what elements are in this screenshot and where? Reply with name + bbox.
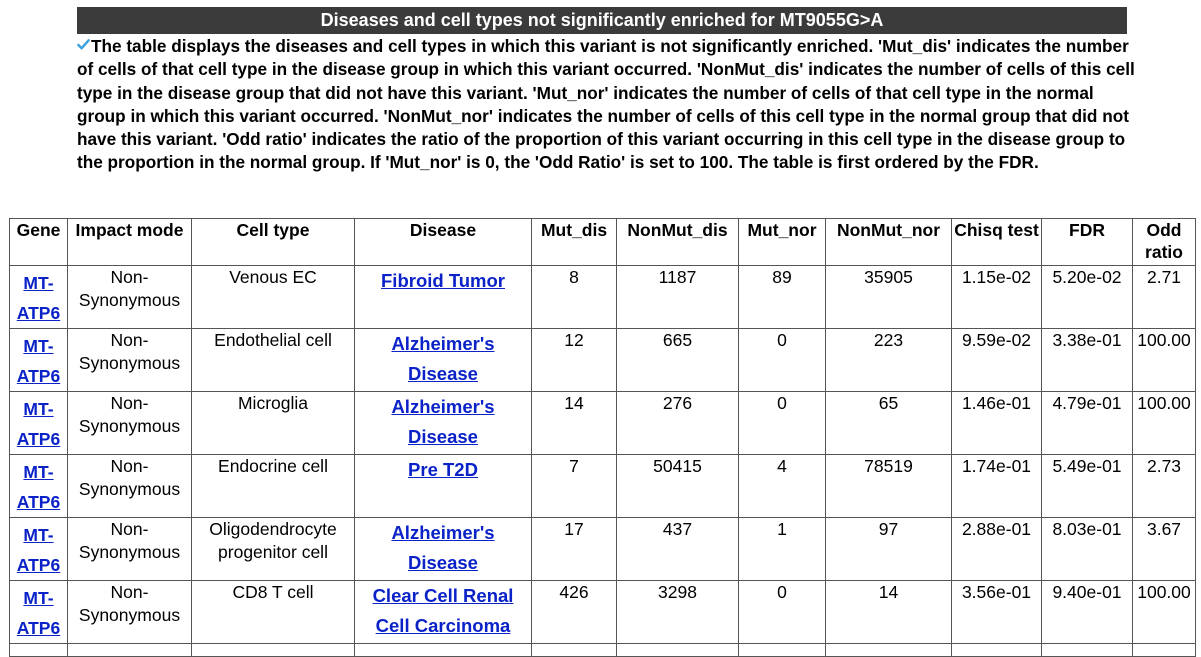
cell-gene: [10, 581, 68, 644]
header-mut-nor: Mut_nor: [739, 219, 826, 266]
disease-link[interactable]: Alzheimer's Disease: [391, 396, 495, 447]
cell-chisq-test: 2.88e-01: [952, 518, 1042, 581]
section-title-banner: [77, 7, 1127, 34]
cell-nonmut-nor: 14: [826, 581, 952, 644]
gene-link[interactable]: MT-ATP6: [16, 525, 61, 575]
header-chisq-test: Chisq test: [952, 219, 1042, 266]
cell-cell-type: Oligodendrocyte progenitor cell: [192, 518, 355, 581]
header-nonmut-dis: NonMut_dis: [617, 219, 739, 266]
cell-nonmut-dis: 276: [617, 392, 739, 455]
cell-empty: [10, 644, 68, 657]
cell-nonmut-nor: 97: [826, 518, 952, 581]
cell-fdr: 5.49e-01: [1042, 455, 1133, 518]
cell-gene: [10, 329, 68, 392]
cell-cell-type: Microglia: [192, 392, 355, 455]
cell-disease: [355, 581, 532, 644]
table-row-partial: [10, 644, 1196, 657]
table-row: [10, 392, 1196, 455]
cell-gene: [10, 518, 68, 581]
cell-gene: [10, 455, 68, 518]
cell-mut-nor: 0: [739, 329, 826, 392]
cell-odd-ratio: 2.71: [1133, 266, 1196, 329]
header-impact-mode: Impact mode: [68, 219, 192, 266]
cell-cell-type: CD8 T cell: [192, 581, 355, 644]
header-fdr: FDR: [1042, 219, 1133, 266]
cell-chisq-test: 1.74e-01: [952, 455, 1042, 518]
cell-odd-ratio: 100.00: [1133, 329, 1196, 392]
cell-mut-nor: 1: [739, 518, 826, 581]
table-row: [10, 455, 1196, 518]
cell-disease: [355, 392, 532, 455]
cell-impact-mode: Non-Synonymous: [68, 581, 192, 644]
cell-chisq-test: 9.59e-02: [952, 329, 1042, 392]
cell-empty: [1042, 644, 1133, 657]
cell-impact-mode: Non-Synonymous: [68, 329, 192, 392]
cell-empty: [532, 644, 617, 657]
cell-mut-nor: 4: [739, 455, 826, 518]
cell-odd-ratio: 100.00: [1133, 581, 1196, 644]
cell-mut-nor: 0: [739, 392, 826, 455]
cell-empty: [952, 644, 1042, 657]
cell-fdr: 4.79e-01: [1042, 392, 1133, 455]
cell-nonmut-dis: 50415: [617, 455, 739, 518]
cell-empty: [617, 644, 739, 657]
cell-disease: [355, 266, 532, 329]
header-disease: Disease: [355, 219, 532, 266]
cell-empty: [192, 644, 355, 657]
cell-cell-type: Venous EC: [192, 266, 355, 329]
disease-link[interactable]: Alzheimer's Disease: [391, 522, 495, 573]
cell-nonmut-dis: 665: [617, 329, 739, 392]
cell-mut-nor: 89: [739, 266, 826, 329]
cell-impact-mode: Non-Synonymous: [68, 392, 192, 455]
cell-fdr: 3.38e-01: [1042, 329, 1133, 392]
cell-impact-mode: Non-Synonymous: [68, 266, 192, 329]
gene-link[interactable]: MT-ATP6: [16, 462, 61, 512]
section-title: Diseases and cell types not significantly enriched for MT9055G>A: [320, 10, 884, 30]
cell-disease: [355, 518, 532, 581]
cell-cell-type: Endothelial cell: [192, 329, 355, 392]
cell-chisq-test: 3.56e-01: [952, 581, 1042, 644]
cell-mut-dis: 12: [532, 329, 617, 392]
header-gene: Gene: [10, 219, 68, 266]
cell-chisq-test: 1.46e-01: [952, 392, 1042, 455]
cell-gene: [10, 392, 68, 455]
cell-impact-mode: Non-Synonymous: [68, 455, 192, 518]
cell-disease: [355, 329, 532, 392]
description-text: The table displays the diseases and cell types in which this variant is not significantly enriched. 'Mut_dis' indicates the number of cells of that cell type in the disease group in which this variant occurred. 'NonMut_dis' indicates the number of cells of this cell type in the disease group that did not have this variant. 'Mut_nor' indicates the number of cells of that cell type in the normal group in which this variant occurred. 'NonMut_nor' indicates the number of cells of this cell type in the normal group that did not have this variant. 'Odd ratio' indicates the ratio of the proportion of this variant occurring in this cell type in the disease group to the proportion in the normal group. If 'Mut_nor' is 0, the 'Odd Ratio' is set to 100. The table is first ordered by the FDR.: [77, 36, 1135, 173]
disease-link[interactable]: Clear Cell Renal Cell Carcinoma: [372, 585, 514, 636]
cell-fdr: 9.40e-01: [1042, 581, 1133, 644]
cell-cell-type: Endocrine cell: [192, 455, 355, 518]
table-row: [10, 329, 1196, 392]
disease-link[interactable]: Alzheimer's Disease: [391, 333, 495, 384]
cell-chisq-test: 1.15e-02: [952, 266, 1042, 329]
cell-nonmut-nor: 223: [826, 329, 952, 392]
cell-mut-dis: 14: [532, 392, 617, 455]
gene-link[interactable]: MT-ATP6: [16, 336, 61, 386]
gene-link[interactable]: MT-ATP6: [16, 588, 61, 638]
cell-mut-dis: 8: [532, 266, 617, 329]
cell-odd-ratio: 3.67: [1133, 518, 1196, 581]
cell-odd-ratio: 2.73: [1133, 455, 1196, 518]
gene-link[interactable]: MT-ATP6: [16, 273, 61, 323]
cell-nonmut-dis: 3298: [617, 581, 739, 644]
cell-empty: [739, 644, 826, 657]
results-table: [9, 218, 1196, 657]
cell-odd-ratio: 100.00: [1133, 392, 1196, 455]
cell-mut-dis: 7: [532, 455, 617, 518]
disease-link[interactable]: Pre T2D: [408, 459, 478, 480]
header-odd-ratio: Odd ratio: [1133, 219, 1196, 266]
cell-disease: [355, 455, 532, 518]
cell-nonmut-nor: 65: [826, 392, 952, 455]
gene-link[interactable]: MT-ATP6: [16, 399, 61, 449]
cell-nonmut-dis: 1187: [617, 266, 739, 329]
cell-empty: [355, 644, 532, 657]
cell-mut-nor: 0: [739, 581, 826, 644]
cell-empty: [1133, 644, 1196, 657]
cell-nonmut-dis: 437: [617, 518, 739, 581]
cell-impact-mode: Non-Synonymous: [68, 518, 192, 581]
cell-gene: [10, 266, 68, 329]
cell-fdr: 5.20e-02: [1042, 266, 1133, 329]
table-row: [10, 266, 1196, 329]
cell-empty: [68, 644, 192, 657]
table-row: [10, 581, 1196, 644]
cell-nonmut-nor: 35905: [826, 266, 952, 329]
header-cell-type: Cell type: [192, 219, 355, 266]
cell-empty: [826, 644, 952, 657]
disease-link[interactable]: Fibroid Tumor: [381, 270, 505, 291]
table-header-row: [10, 219, 1196, 266]
table-description: [77, 35, 1137, 175]
cell-fdr: 8.03e-01: [1042, 518, 1133, 581]
cell-mut-dis: 426: [532, 581, 617, 644]
cell-mut-dis: 17: [532, 518, 617, 581]
header-nonmut-nor: NonMut_nor: [826, 219, 952, 266]
cell-nonmut-nor: 78519: [826, 455, 952, 518]
checkmark-icon: [77, 38, 90, 51]
header-mut-dis: Mut_dis: [532, 219, 617, 266]
table-row: [10, 518, 1196, 581]
